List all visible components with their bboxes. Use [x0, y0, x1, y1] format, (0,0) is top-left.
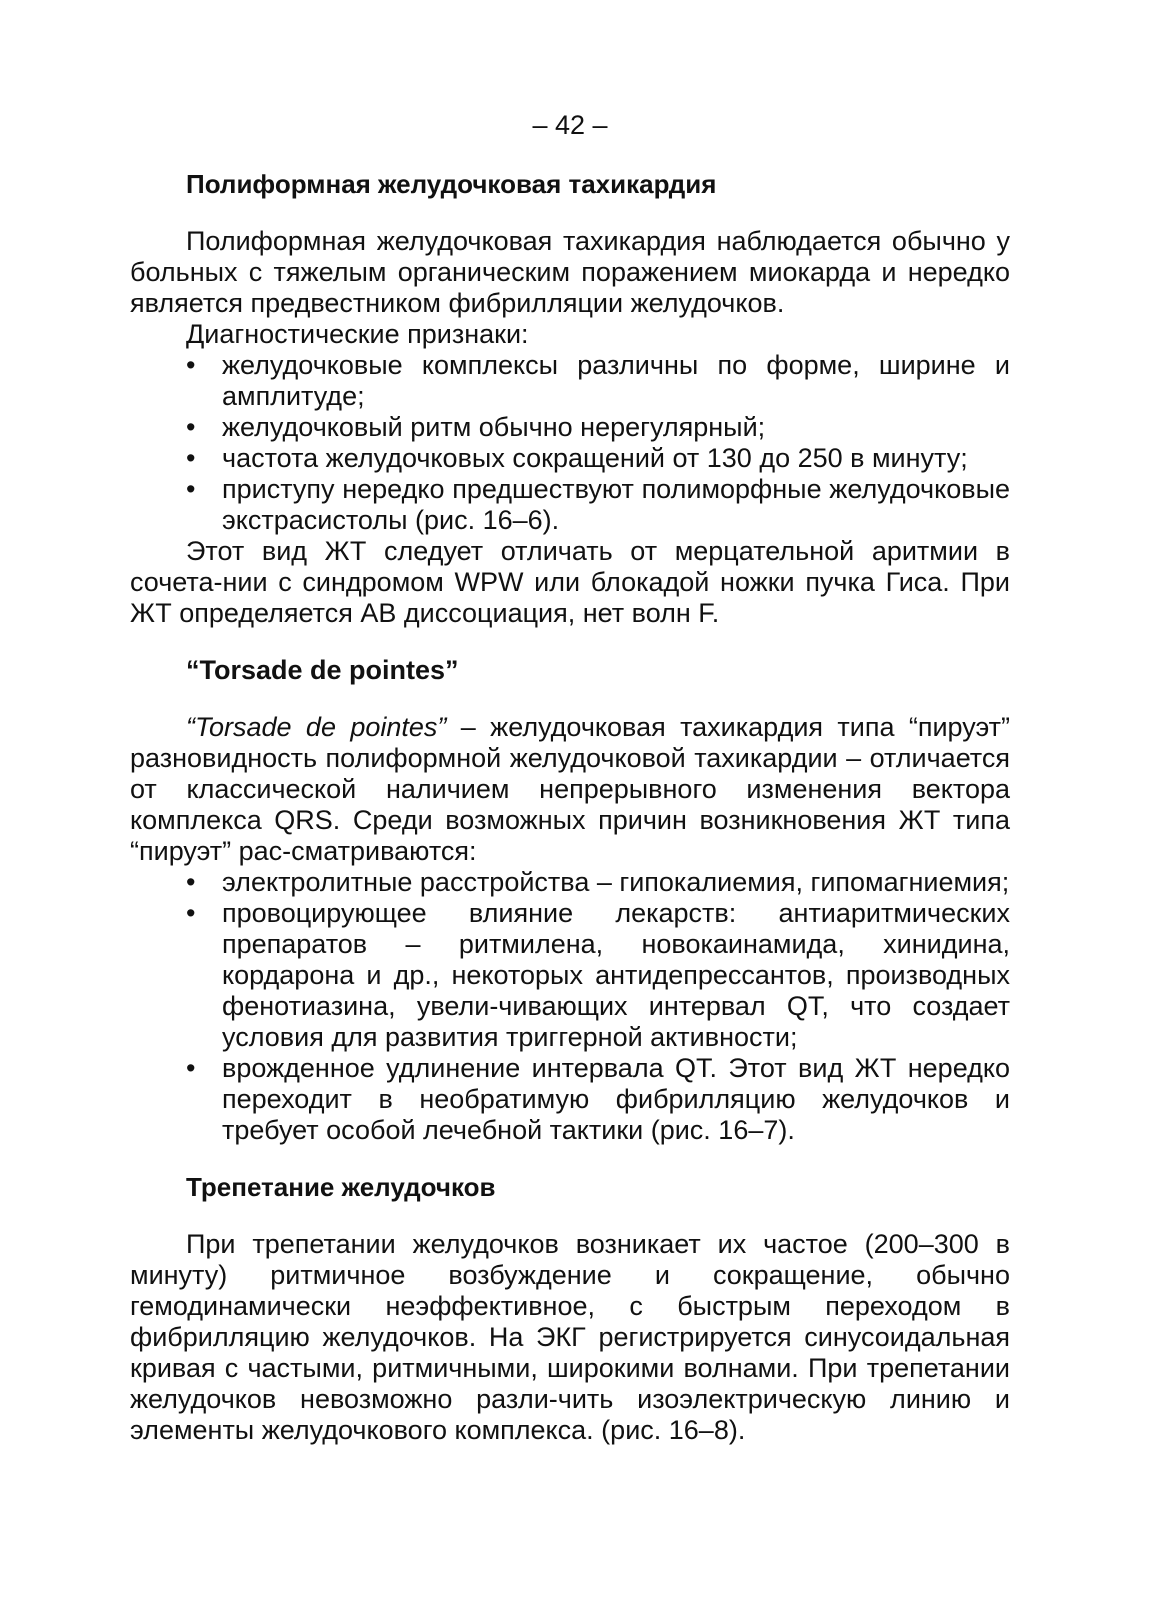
- section-heading-ventricular-flutter: Трепетание желудочков: [186, 1172, 496, 1202]
- paragraph-torsade-intro: [130, 712, 1010, 867]
- paragraph-differential: Этот вид ЖТ следует отличать от мерцательной аритмии в сочета-нии с синдромом WPW или блокадой ножки пучка Гиса. При ЖТ определяется АВ диссоциация, нет волн F.: [130, 536, 1010, 628]
- list-item: • желудочковый ритм обычно нерегулярный;: [222, 412, 1010, 443]
- list-item: • частота желудочковых сокращений от 130 до 250 в минуту;: [222, 443, 1010, 474]
- diagnostic-signs-label: Диагностические признаки:: [186, 319, 529, 349]
- document-page: [130, 110, 1010, 1446]
- torsade-causes-list: [130, 867, 1010, 1146]
- list-item: • провоцирующее влияние лекарств: антиаритмических препаратов – ритмилена, новокаинамида, хинидина, кордарона и др., некоторых антидепрессантов, производных фенотиазина, увели-чивающих интервал QT, что создает условия для развития триггерной активности;: [222, 898, 1010, 1053]
- section-heading-polyform-vt: Полиформная желудочковая тахикардия: [186, 169, 717, 199]
- page-number: – 42 –: [532, 110, 608, 140]
- torsade-description: – желудочковая тахикардия типа “пируэт” разновидность полиформной желудочковой тахикардии – отличается от классической наличием непрерывного изменения вектора комплекса QRS. Среди возможных причин возникновения ЖТ типа “пируэт” рас-сматриваются:: [130, 712, 1010, 866]
- torsade-term: “Torsade de pointes”: [186, 712, 447, 742]
- paragraph-ventricular-flutter: При трепетании желудочков возникает их частое (200–300 в минуту) ритмичное возбуждение и сокращение, обычно гемодинамически неэффективное, с быстрым переходом в фибрилляцию желудочков. На ЭКГ регистрируется синусоидальная кривая с частыми, ритмичными, широкими волнами. При трепетании желудочков невозможно разли-чить изоэлектрическую линию и элементы желудочкового комплекса. (рис. 16–8).: [130, 1229, 1010, 1445]
- list-item: • электролитные расстройства – гипокалиемия, гипомагниемия;: [222, 867, 1010, 898]
- list-item: • приступу нередко предшествуют полиморфные желудочковые экстрасистолы (рис. 16–6).: [222, 474, 1010, 536]
- paragraph-polyform-intro: Полиформная желудочковая тахикардия наблюдается обычно у больных с тяжелым органическим поражением миокарда и нередко является предвестником фибрилляции желудочков.: [130, 226, 1010, 318]
- list-item: • врожденное удлинение интервала QT. Этот вид ЖТ нередко переходит в необратимую фибрилляцию желудочков и требует особой лечебной тактики (рис. 16–7).: [222, 1053, 1010, 1146]
- section-heading-torsade: “Torsade de pointes”: [186, 655, 459, 685]
- diagnostic-signs-list: [130, 350, 1010, 536]
- list-item: • желудочковые комплексы различны по форме, ширине и амплитуде;: [222, 350, 1010, 412]
